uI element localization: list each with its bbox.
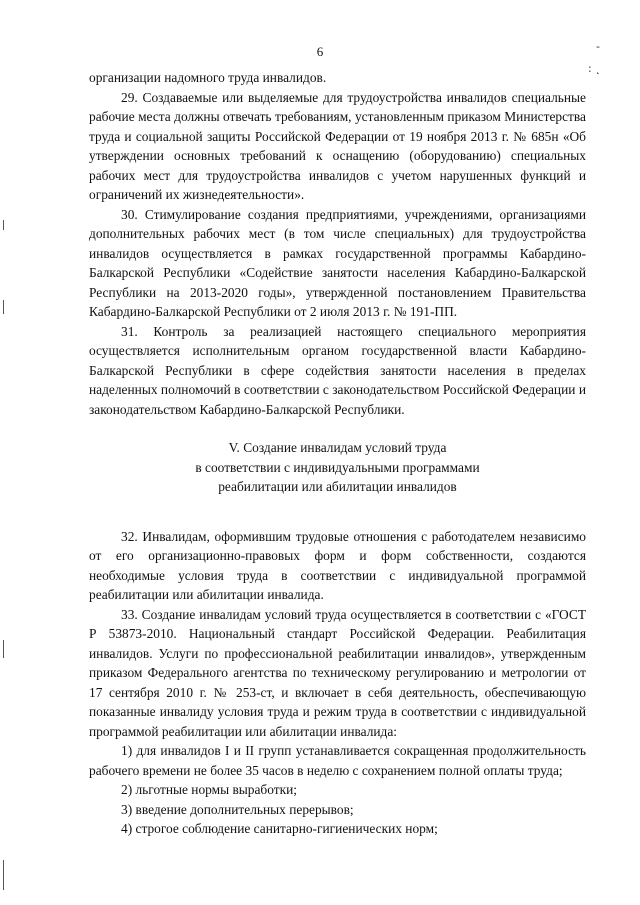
section-title-line-2: в соответствии с индивидуальными программами	[195, 459, 480, 475]
section-title	[89, 438, 586, 497]
page-number: 6	[316, 44, 324, 59]
paragraph-32: 32. Инвалидам, оформившим трудовые отношения с работодателем независимо от его организационно-правовых форм и форм собственности, создаются необходимые условия труда в соответствии с индивидуальной программой реабилитации или абилитации инвалида.	[89, 528, 586, 602]
section-title-line-3: реабилитации или абилитации инвалидов	[218, 479, 457, 494]
scan-edge-tick	[3, 220, 4, 230]
list-item-2: 2) льготные нормы выработки;	[121, 782, 297, 797]
scan-edge-tick	[3, 640, 4, 658]
list-item-1: 1) для инвалидов I и II групп устанавливается сокращенная продолжительность рабочего времени не более 35 часов в неделю с сохранением полной оплаты труда;	[89, 743, 586, 778]
scan-mark-side: : ˛	[588, 62, 601, 75]
scan-edge-tick	[3, 300, 4, 314]
list-item-4: 4) строгое соблюдение санитарно-гигиенических норм;	[121, 821, 438, 836]
scan-mark-top: -	[596, 40, 600, 53]
scan-edge-tick	[3, 860, 4, 890]
document-body	[89, 68, 586, 839]
paragraph-30: 30. Стимулирование создания предприятиями, учреждениями, организациями дополнительных рабочих мест (в том числе специальных) для трудоустройства инвалидов осуществляется в рамках государственной программы Кабардино-Балкарской Республики «Содействие занятости населения Кабардино-Балкарской Республики на 2013-2020 годы», утвержденной постановлением Правительства Кабардино-Балкарской Республики от 2 июля 2013 г. № 191-ПП.	[89, 206, 586, 319]
paragraph-33: 33. Создание инвалидам условий труда осуществляется в соответствии с «ГОСТ Р 53873-2010. Национальный стандарт Российской Федерации. Реабилитация инвалидов. Услуги по профессиональной реабилитации инвалидов», утвержденным приказом Федерального агентства по техническому регулированию и метрологии от 17 сентября 2010 г. № 253-ст, и включает в себя деятельность, обеспечивающую показанные инвалиду условия труда и режим труда в соответствии с индивидуальной программой реабилитации или абилитации инвалида:	[89, 606, 586, 739]
paragraph-31: 31. Контроль за реализацией настоящего специального мероприятия осуществляется исполнительным органом государственной власти Кабардино-Балкарской Республики в сфере содействия занятости населения в пределах наделенных полномочий в соответствии с законодательством Российской Федерации и законодательством Кабардино-Балкарской Республики.	[89, 323, 586, 417]
paragraph-29: 29. Создаваемые или выделяемые для трудоустройства инвалидов специальные рабочие места должны отвечать требованиям, установленным приказом Министерства труда и социальной защиты Российской Федерации от 19 ноября 2013 г. № 685н «Об утверждении основных требований к оснащению (оборудованию) специальных рабочих мест для трудоустройства инвалидов с учетом нарушенных функций и ограничений их жизнедеятельности».	[89, 89, 586, 202]
list-item-3: 3) введение дополнительных перерывов;	[121, 801, 354, 817]
paragraph-continuation: организации надомного труда инвалидов.	[89, 70, 327, 85]
section-title-line-1: V. Создание инвалидам условий труда	[228, 440, 447, 455]
